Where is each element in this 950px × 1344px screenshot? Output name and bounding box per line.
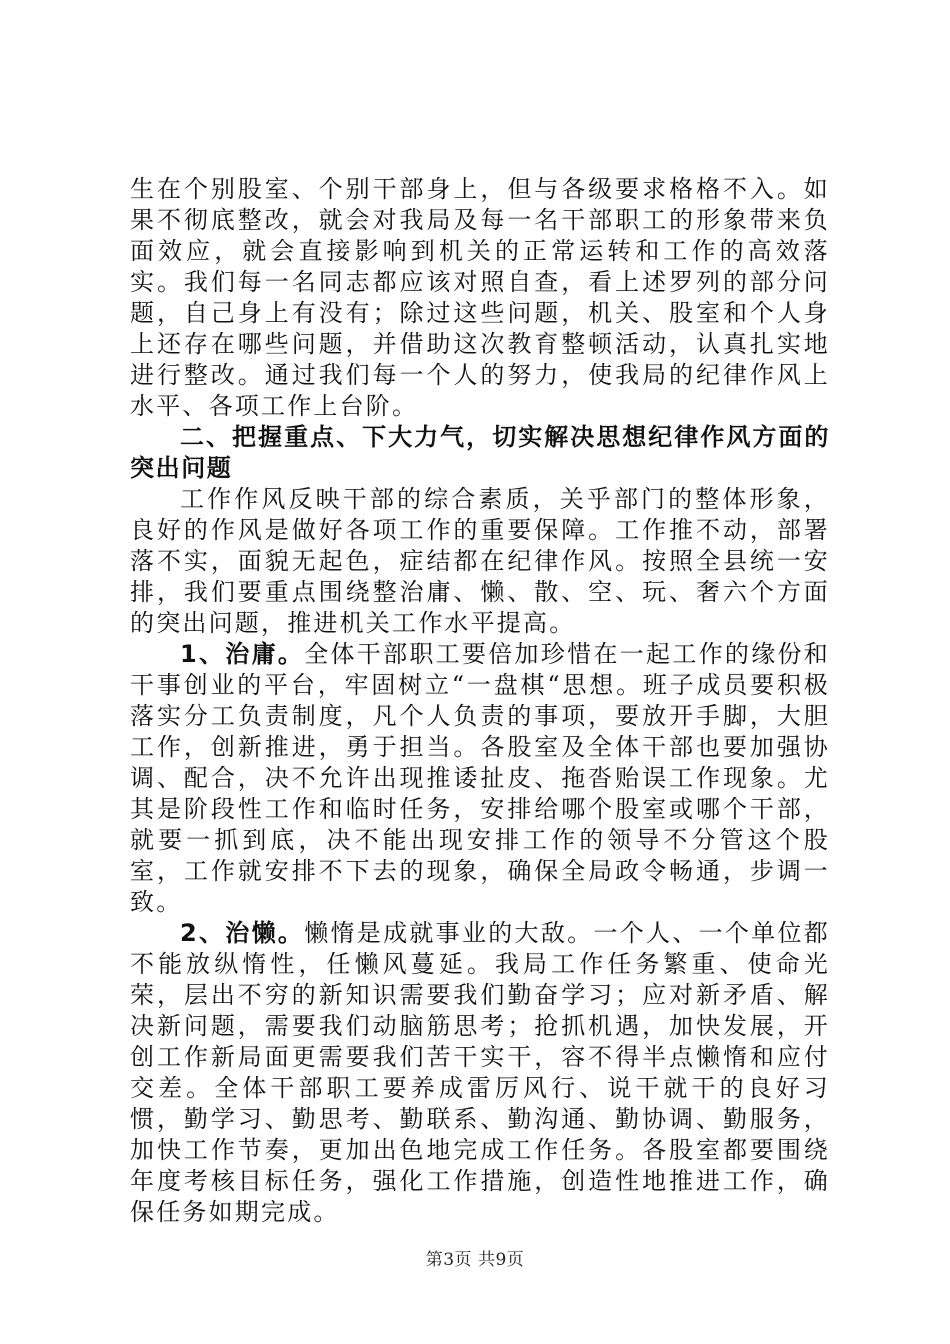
section-heading: 二、把握重点、下大力气，切实解决思想纪律作风方面的突出问题 [130,423,830,482]
item-1-text: 全体干部职工要倍加珍惜在一起工作的缘份和干事创业的平台，牢固树立“一盘棋“思想。班子成员要积极落实分工负责制度，凡个人负责的事项，要放开手脚，大胆工作，创新推进，勇于担当。各股室及全体干部也要加强协调、配合，决不允许出现推诿扯皮、拖沓贻误工作现象。尤其是阶段性工作和临时任务，安排给哪个股室或哪个干部，就要一抓到底，决不能出现安排工作的领导不分管这个股室，工作就安排不下去的现象，确保全局政令畅通，步调一致。 [130,640,831,916]
item-2-text: 懒惰是成就事业的大敌。一个人、一个单位都不能放纵惰性，任懒风蔓延。我局工作任务繁重、使命光荣，层出不穷的新知识需要我们勤奋学习；应对新矛盾、解决新问题，需要我们动脑筋思考；抢抓机遇，加快发展，开创工作新局面更需要我们苦干实干，容不得半点懒惰和应付交差。全体干部职工要养成雷厉风行、说干就干的良好习惯，勤学习、勤思考、勤联系、勤沟通、勤协调、勤服务，加快工作节奏，更加出色地完成工作任务。各股室都要围绕年度考核目标任务，强化工作措施，创造性地推进工作，确保任务如期完成。 [130,919,831,1226]
page-footer: 第3页 共9页 [425,1250,525,1270]
paragraph-item-2 [130,918,830,1228]
paragraph-continuation: 生在个别股室、个别干部身上，但与各级要求格格不入。如果不彻底整改，就会对我局及每一名干部职工的形象带来负面效应，就会直接影响到机关的正常运转和工作的高效落实。我们每一名同志都应该对照自查，看上述罗列的部分问题，自己身上有没有；除过这些问题，机关、股室和个人身上还存在哪些问题，并借助这次教育整顿活动，认真扎实地进行整改。通过我们每一个人的努力，使我局的纪律作风上水平、各项工作上台阶。 [130,175,830,420]
paragraph-item-1 [130,639,830,918]
document-body [130,174,830,1228]
paragraph-intro: 工作作风反映干部的综合素质，关乎部门的整体形象，良好的作风是做好各项工作的重要保障。工作推不动，部署落不实，面貌无起色，症结都在纪律作风。按照全县统一安排，我们要重点围绕整治庸、懒、散、空、玩、奢六个方面的突出问题，推进机关工作水平提高。 [130,485,830,637]
item-1-lead: 1、治庸。 [180,640,305,668]
item-2-lead: 2、治懒。 [180,919,305,947]
